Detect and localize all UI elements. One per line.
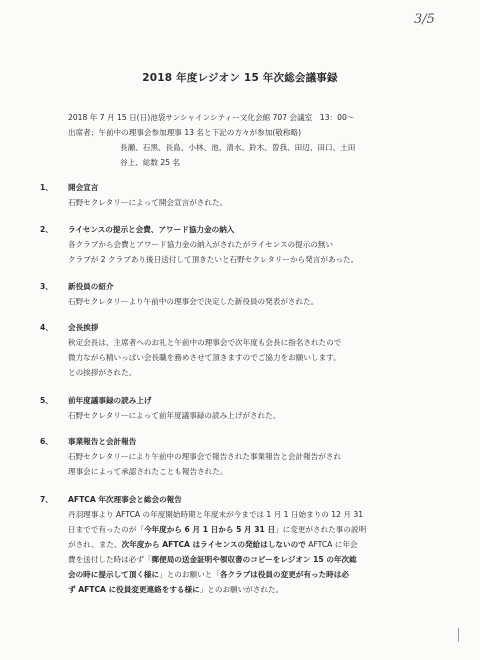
section-heading: 事業報告と会計報告 [68,437,137,446]
body-line: 石野セクレタリーより午前中の理事会で決定した新役員の発表がされた。 [68,297,319,306]
date-place: 2018 年 7 月 15 日(日)池袋サンシャインシティー文化会館 707 会議室 13：00～ [68,113,355,122]
section-heading: 開会宣言 [68,183,99,192]
body-line: 石野セクレタリーによって前年度議事録の読み上げがされた。 [68,411,281,420]
section-heading: 会長挨拶 [68,323,99,332]
text-run: 」とのお願いがされた。 [199,585,284,594]
body-line: 理事会によって承認されたことも報告された。 [68,467,228,476]
section-1 [40,180,460,210]
text-run: 」とのお願いと「 [159,570,220,579]
section-number: 2、 [40,225,53,234]
section-number: 3、 [40,282,53,291]
meeting-info [68,110,448,170]
section-body [68,449,460,479]
section-heading: ライセンスの提示と会費、アワード協力金の納入 [68,225,235,234]
body-line [68,522,460,537]
section-7 [40,492,460,597]
attendees-intro: 出席者；午前中の理事会参加理事 13 名と下記の方々が参加(敬称略) [68,128,302,137]
section-3 [40,279,460,309]
section-4 [40,320,460,380]
text-run: がされ、また、 [68,540,122,549]
attendees-total: 谷上、総数 25 名 [120,158,181,167]
body-line: 石野セクレタリーによって開会宣言がされた。 [68,198,228,207]
section-body [68,335,460,380]
section-number: 4、 [40,323,53,332]
bold-text-run: 次年度から AFTCA はライセンスの発給はしないので [121,540,306,549]
page-number: 3/5 [414,12,435,27]
body-line [68,552,460,567]
body-line: 秋定会長は、主席者へのお礼と午前中の理事会で次年度も会長に指名されたので [68,338,342,347]
body-line: 微力ながら精いっぱい会長職を務めさせて頂きますのでご協力をお願いします。 [68,353,341,362]
attendees-names: 長瀬、石黒、長島、小林、池、清水、鈴木、曽我、田辺、田口、土田 [120,143,356,152]
section-body [68,294,460,309]
body-line: 石野セクレタリーにより午前中の理事会で報告された事業報告と会計報告がされ [68,452,342,461]
section-heading: 前年度議事録の読み上げ [68,396,152,405]
section-body [68,507,460,597]
body-line [68,537,460,552]
section-number: 7、 [40,495,53,504]
bold-text-run: 今年度から 6 月 1 日から 5 月 31 日 [143,525,276,534]
bold-text-run: ず AFTCA に役員変更連絡をする様に [68,585,200,594]
section-number: 1、 [40,183,53,192]
bold-text-run: 各クラブは役員の変更が有った時は必 [219,570,349,579]
body-line: クラブが 2 クラブあり後日送付して頂きたいと石野セクレタリーから発言があった。 [68,255,359,264]
body-line [68,567,460,582]
section-heading: 新役員の紹介 [68,282,114,291]
text-run: AFTCA に年会 [305,540,358,549]
section-5 [40,393,460,423]
bold-text-run: 郵便局の送金証明や領収書のコピーをレジオン 15 の年次総 [151,555,357,564]
section-number: 5、 [40,396,53,405]
scan-edge-mark [458,628,465,642]
section-number: 6、 [40,437,53,446]
section-body [68,195,460,210]
text-run: 丹羽理事より AFTCA の年度開始時期と年度末が今までは 1 月 1 日始まりの 12 月 31 [68,510,364,519]
text-run: 費を送付した時は必ず「 [68,555,152,564]
bold-text-run: 会の時に提示して頂く様に [68,570,160,579]
body-line [68,582,460,597]
body-line: 各クラブから会費とアワード協力金の納入がされたがライセンスの提示の無い [68,240,334,249]
document-title: 2018 年度レジオン 15 年次総会議事録 [142,72,338,84]
section-heading: AFTCA 年次理事会と総会の報告 [68,495,182,504]
text-run: 日までで有ったのが「 [68,525,144,534]
section-6 [40,434,460,479]
section-body [68,237,460,267]
body-line: との挨拶がされた。 [68,368,137,377]
section-body [68,408,460,423]
body-line [68,507,460,522]
section-2 [40,222,460,267]
text-run: 」に変更がされた事の説明 [275,525,367,534]
